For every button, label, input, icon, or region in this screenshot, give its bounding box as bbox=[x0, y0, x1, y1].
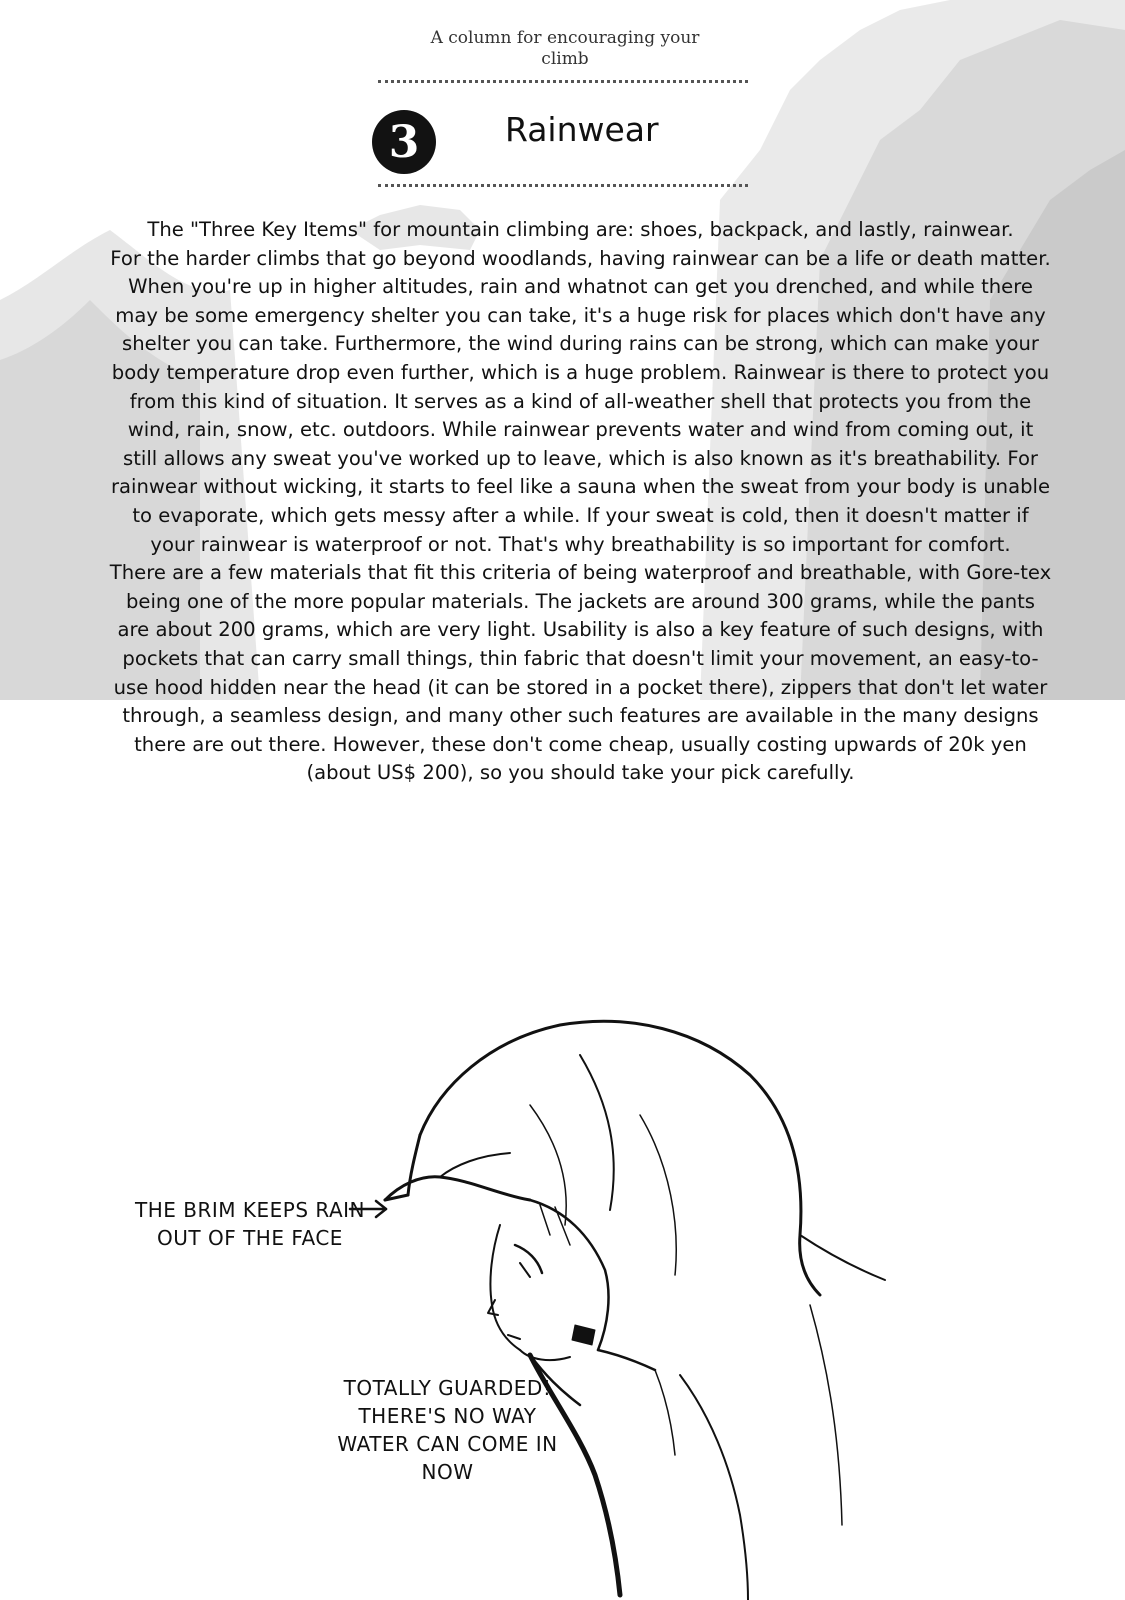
body-paragraph-2: For the harder climbs that go beyond woodlands, having rainwear can be a life or death matter. When you're up in higher altitudes, rain and whatnot can get you drenched, and while there may be some emergency shelter you can take, it's a huge risk for places which don't have any shelter you can take. Furthermore, the wind during rains can be strong, which can make your body temperature drop even further, which is a huge problem. Rainwear is there to protect you from this kind of situation. It serves as a kind of all-weather shell that protects you from the wind, rain, snow, etc. outdoors. While rainwear prevents water and wind from coming out, it still allows any sweat you've worked up to leave, which is also known as it's breathability. For rainwear without wicking, it starts to feel like a sauna when the sweat from your body is unable to evaporate, which gets messy after a while. If your sweat is cold, then it doesn't matter if your rainwear is waterproof or not. That's why breathability is so important for comfort. bbox=[110, 246, 1051, 556]
column-number-badge: 3 bbox=[372, 110, 436, 174]
callout-brim: THE BRIM KEEPS RAIN OUT OF THE FACE bbox=[135, 1198, 366, 1250]
column-title: Rainwear bbox=[505, 110, 659, 149]
hooded-person-illustration bbox=[380, 995, 920, 1600]
callout-guarded: TOTALLY GUARDED! THERE'S NO WAY WATER CAN COME IN NOW bbox=[337, 1376, 558, 1484]
body-paragraph-3: There are a few materials that fit this criteria of being waterproof and breathable, with Gore-tex being one of the more popular materials. The jackets are around 300 grams, while the pants are about 200 grams, which are very light. Usability is also a key feature of such designs, with pockets that can carry small things, thin fabric that doesn't limit your movement, an easy-to-use hood hidden near the head (it can be stored in a pocket there), zippers that don't let water through, a seamless design, and many other such features are available in the many designs there are out there. However, these don't come cheap, usually costing upwards of 20k yen (about US$ 200), so you should take your pick carefully. bbox=[109, 561, 1052, 785]
column-kicker: A column for encouraging your climb bbox=[430, 28, 700, 69]
dotted-divider-top bbox=[378, 80, 748, 83]
dotted-divider-bottom bbox=[378, 184, 748, 187]
body-paragraph-1: The "Three Key Items" for mountain climbing are: shoes, backpack, and lastly, rainwear. bbox=[147, 218, 1014, 241]
column-body bbox=[108, 216, 1053, 788]
